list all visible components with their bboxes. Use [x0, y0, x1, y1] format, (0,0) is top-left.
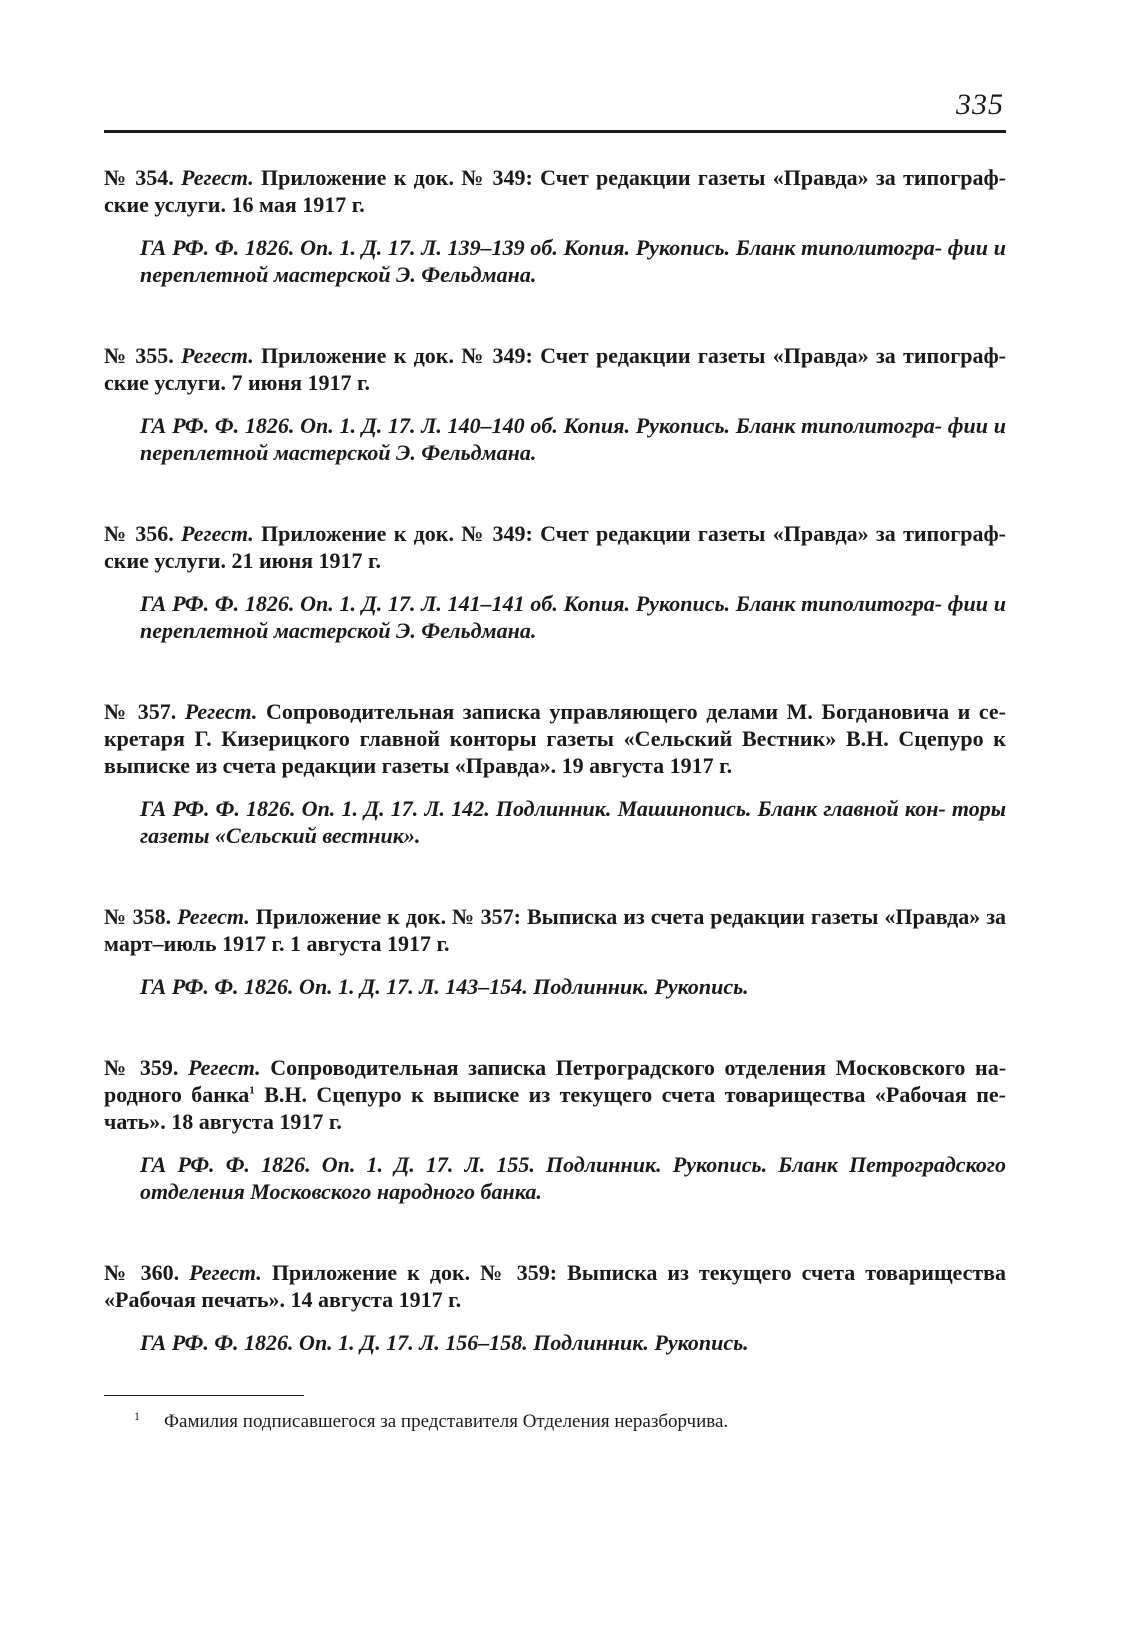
archive-reference [104, 1151, 1006, 1205]
entry-number: № 360. [104, 1260, 180, 1285]
entry-356 [104, 520, 1006, 644]
regest-text [104, 1054, 1006, 1135]
regest-line: чать». 18 августа 1917 г. [104, 1109, 342, 1134]
archive-line: фии и переплетной мастерской Э. Фельдмана. [140, 235, 1007, 287]
archive-line: фии и переплетной мастерской Э. Фельдмана. [140, 591, 1007, 643]
archive-line: ГА РФ. Ф. 1826. Оп. 1. Д. 17. Л. 142. Подлинник. Машинопись. Бланк главной кон- [140, 796, 946, 821]
regest-text [104, 903, 1006, 957]
archive-reference [104, 795, 1006, 849]
archive-line: отделения Московского народного банка. [140, 1179, 542, 1204]
regest-text [104, 342, 1006, 396]
regest-line: ские услуги. 21 июня 1917 г. [104, 548, 382, 573]
page-number: 335 [956, 88, 1004, 121]
entry-355 [104, 342, 1006, 466]
entry-number: № 354. [104, 165, 174, 190]
regest-line: ские услуги. 16 мая 1917 г. [104, 192, 365, 217]
archive-line: ГА РФ. Ф. 1826. Оп. 1. Д. 17. Л. 156–158. Подлинник. Рукопись. [140, 1330, 749, 1355]
regest-term: Регест. [189, 1260, 262, 1285]
entry-number: № 358. [104, 904, 172, 929]
regest-term: Регест. [181, 521, 254, 546]
archive-line: ГА РФ. Ф. 1826. Оп. 1. Д. 17. Л. 140–140 об. Копия. Рукопись. Бланк типолитогра- [140, 413, 943, 438]
regest-line: Приложение к док. № 359: Выписка из текущего счета товарищества [271, 1260, 1007, 1285]
footnote-text: Фамилия подписавшегося за представителя Отделения неразборчива. [164, 1411, 729, 1432]
entries-list [104, 164, 1006, 1356]
regest-term: Регест. [184, 699, 258, 724]
regest-text [104, 698, 1006, 779]
regest-line: «Рабочая печать». 14 августа 1917 г. [104, 1287, 462, 1312]
regest-text [104, 520, 1006, 574]
archive-line: фии и переплетной мастерской Э. Фельдмана. [140, 413, 1007, 465]
regest-line: Сопроводительная записка Петроградского отделения Московского на- [270, 1055, 1007, 1080]
archive-reference [104, 234, 1006, 288]
regest-term: Регест. [181, 343, 254, 368]
entry-359 [104, 1054, 1006, 1205]
entry-number: № 359. [104, 1055, 179, 1080]
footnote-rule [104, 1395, 304, 1396]
entry-number: № 356. [104, 521, 174, 546]
regest-line: родного банка [104, 1082, 250, 1107]
archive-line: ГА РФ. Ф. 1826. Оп. 1. Д. 17. Л. 143–154. Подлинник. Рукопись. [140, 974, 749, 999]
regest-line: кретаря Г. Кизерицкого главной конторы газеты «Сельский Вестник» В.Н. Сцепуро к [104, 726, 1006, 751]
footnote-reference[interactable]: 1 [249, 1084, 255, 1097]
entry-number: № 355. [104, 343, 174, 368]
entry-354 [104, 164, 1006, 288]
archive-line: торы газеты «Сельский вестник». [140, 796, 1006, 848]
regest-line: Приложение к док. № 349: Счет редакции газеты «Правда» за типограф- [261, 521, 1006, 546]
archive-reference [104, 973, 1006, 1000]
regest-term: Регест. [181, 165, 254, 190]
archive-reference [104, 412, 1006, 466]
regest-line: Приложение к док. № 357: Выписка из счета редакции газеты «Правда» [255, 904, 981, 929]
regest-term: Регест. [187, 1055, 261, 1080]
entry-number: № 357. [104, 699, 177, 724]
regest-line: ские услуги. 7 июня 1917 г. [104, 370, 371, 395]
regest-text [104, 1259, 1006, 1313]
regest-line: Приложение к док. № 349: Счет редакции газеты «Правда» за типограф- [261, 165, 1006, 190]
archive-line: ГА РФ. Ф. 1826. Оп. 1. Д. 17. Л. 139–139 об. Копия. Рукопись. Бланк типолитогра- [140, 235, 943, 260]
regest-line: Приложение к док. № 349: Счет редакции газеты «Правда» за типограф- [261, 343, 1006, 368]
entry-358 [104, 903, 1006, 1000]
footnote: 1 Фамилия подписавшегося за представителя Отделения неразборчива. [134, 1408, 729, 1432]
regest-line: выписке из счета редакции газеты «Правда». 19 августа 1917 г. [104, 753, 733, 778]
entry-360 [104, 1259, 1006, 1356]
header-rule [104, 130, 1006, 133]
regest-line: Сопроводительная записка управляющего делами М. Богдановича и се- [265, 699, 1007, 724]
archive-reference [104, 1329, 1006, 1356]
archive-line: ГА РФ. Ф. 1826. Оп. 1. Д. 17. Л. 141–141 об. Копия. Рукопись. Бланк типолитогра- [140, 591, 943, 616]
archive-reference [104, 590, 1006, 644]
regest-line: В.Н. Сцепуро к выписке из текущего счета товарищества «Рабочая пе- [254, 1082, 1007, 1107]
entry-357 [104, 698, 1006, 849]
regest-term: Регест. [177, 904, 250, 929]
archive-line: ГА РФ. Ф. 1826. Оп. 1. Д. 17. Л. 155. Подлинник. Рукопись. Бланк Петроградского [140, 1152, 1006, 1177]
regest-text [104, 164, 1006, 218]
regest-line: за март–июль 1917 г. 1 августа 1917 г. [104, 904, 1007, 956]
